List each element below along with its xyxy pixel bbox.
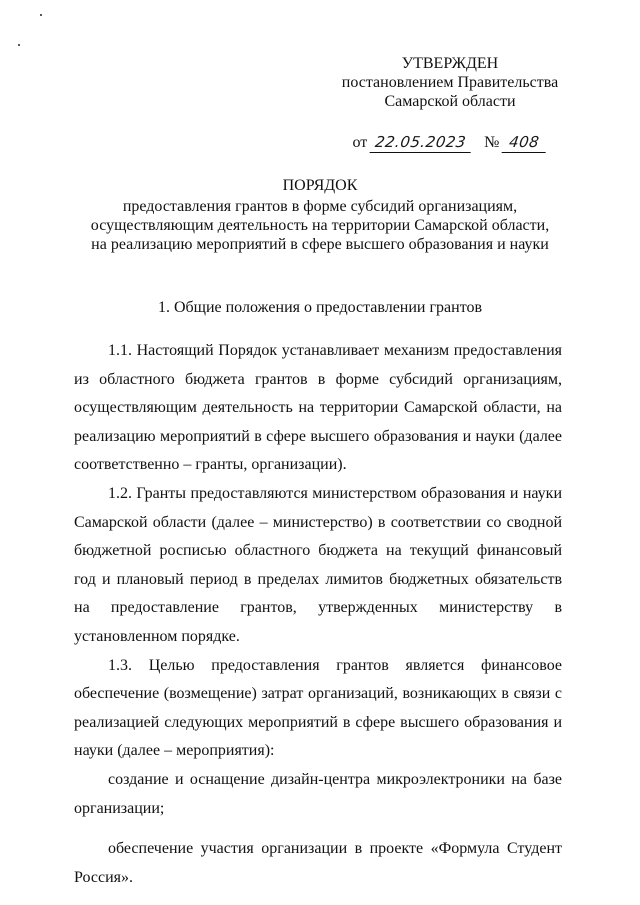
date-number-line [330, 133, 570, 153]
number-prefix: № [484, 134, 500, 151]
paragraph-1-3: 1.3. Целью предоставления грантов является финансовое обеспечение (возмещение) затрат организаций, возникающих в связи с реализацией следующих мероприятий в сфере высшего образования и науки (далее – мероприятия): [74, 656, 562, 760]
document-subtitle-line-3: на реализацию мероприятий в сфере высшего образования и науки [91, 236, 549, 253]
scan-speck [40, 14, 42, 16]
date-prefix: от [352, 134, 368, 151]
document-body [74, 337, 562, 892]
paragraph-1-1: 1.1. Настоящий Порядок устанавливает механизм предоставления из областного бюджета грантов в форме субсидий организациям, осуществляющим деятельность на территории Самарской области, на реализацию мероприятий в сфере высшего образования и науки (далее соответственно – гранты, организации). [74, 342, 562, 474]
paragraph-1-2: 1.2. Гранты предоставляются министерством образования и науки Самарской области (далее – министерство) в соответствии со сводной бюджетной росписью областного бюджета на текущий финансовый год и плановый период в пределах лимитов бюджетных обязательств на предоставление грантов, утвержденных министерству в установленном порядке. [74, 484, 562, 645]
document-subtitle-line-1: предоставления грантов в форме субсидий организациям, [122, 198, 518, 215]
section-heading: 1. Общие положения о предоставлении грантов [157, 299, 483, 316]
approved-by-line-1: постановлением Правительства [341, 74, 559, 91]
document-title-block [60, 176, 580, 254]
handwritten-date: 22.05.2023 [370, 133, 474, 153]
document-subtitle-line-2: осуществляющим деятельность на территории Самарской области, [90, 217, 550, 234]
approved-label: УТВЕРЖДЕН [401, 55, 499, 72]
approval-stamp-block [330, 54, 570, 153]
list-item-formula-student: обеспечение участия организации в проекте «Формула Студент Россия». [74, 840, 562, 886]
list-item-design-center: создание и оснащение дизайн-центра микроэлектроники на базе организации; [74, 770, 562, 817]
scan-speck [18, 44, 20, 46]
approved-by-line-2: Самарской области [384, 93, 516, 110]
document-title: ПОРЯДОК [282, 177, 358, 194]
handwritten-number: 408 [502, 133, 549, 153]
